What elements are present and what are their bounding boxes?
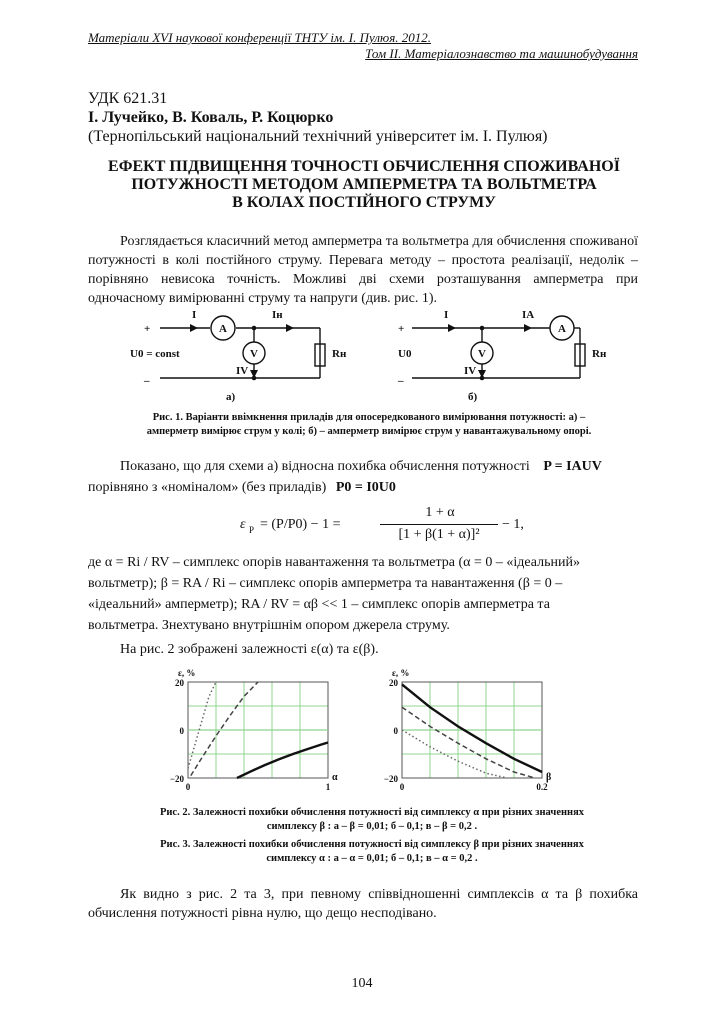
current-label: I (192, 309, 197, 321)
voltmeter-label: V (250, 348, 258, 360)
y-axis-label: ε, % (178, 668, 196, 678)
ammeter-label: A (219, 323, 227, 335)
paper-title (84, 158, 644, 212)
error-formula (240, 505, 524, 547)
caption-line: симплексу α : а – α = 0,01; б – 0,1; в – α = 0,2 . (266, 853, 478, 864)
circuit-a-label: а) (226, 391, 236, 403)
text-line: вольтметра. Знехтувано внутрішнім опором джерела струму. (88, 618, 450, 633)
title-line: ПОТУЖНОСТІ МЕТОДОМ АМПЕРМЕТРА ТА ВОЛЬТМЕТРА (131, 176, 597, 193)
caption-line: Рис. 1. Варіанти ввімкнення приладів для опосередкованого вимірювання потужності: а) – (152, 412, 586, 423)
power-formula: P = IAUV (543, 459, 602, 474)
text-line: «ідеальний» амперметр); RA / RV = αβ << 1 – симплекс опорів амперметра та (88, 597, 550, 612)
page-number: 104 (351, 976, 373, 991)
definitions-paragraph (88, 552, 638, 636)
intro-paragraph: Розглядається класичний метод амперметра та вольтметра для обчислення споживаної потужності в колі постійного струму. Перевага методу – простота реалізації, недолік – порівняно невисока точність. Можливі дві схеми розташування амперметра при одночасному вимірюванні струму та напруги (див. рис. 1). (88, 234, 638, 306)
y-tick-label: −20 (169, 774, 184, 784)
x-tick-label: 1 (325, 782, 331, 792)
voltmeter-label: V (478, 348, 486, 360)
y-tick-label: 0 (393, 726, 398, 736)
x-axis-label: α (332, 772, 338, 783)
series-line-solid (237, 743, 328, 779)
circuit-b-label: б) (468, 391, 478, 403)
ammeter-label: A (558, 323, 566, 335)
formula-denominator: [1 + β(1 + α)]² (398, 527, 480, 542)
caption-line: Рис. 3. Залежності похибки обчислення потужності від симплексу β при різних значеннях (160, 839, 584, 850)
source-voltage-label: U0 = const (130, 348, 180, 360)
formula-middle: = (P/P0) − 1 = (260, 517, 341, 532)
nominal-power-formula: P0 = I0U0 (335, 480, 396, 495)
udk-code: УДК 621.31 (88, 90, 168, 107)
y-tick-label: 20 (175, 678, 184, 688)
series-line-dashed (191, 682, 258, 776)
conclusion-paragraph: Як видно з рис. 2 та 3, при певному співвідношенні симплексів α та β похибка обчислення потужності рівна нулю, що дещо несподівано. (88, 887, 638, 921)
plus-terminal: + (144, 323, 151, 335)
plus-terminal: + (398, 323, 405, 335)
caption-line: Рис. 2. Залежності похибки обчислення потужності від симплексу α при різних значеннях (159, 807, 585, 818)
text-line: вольтметр); β = RA / Rі – симплекс опорів амперметра та навантаження (β = 0 – (88, 576, 563, 591)
figure-2-caption (112, 806, 632, 834)
authors: І. Лучейко, В. Коваль, Р. Коцюрко (88, 109, 334, 126)
load-current-label: Iн (272, 309, 283, 321)
minus-terminal: – (398, 375, 404, 387)
text: Показано, що для схеми а) відносна похибка обчислення потужності (120, 459, 530, 474)
conference-header: Матеріали XVI наукової конференції ТНТУ ім. І. Пулюя. 2012. (88, 30, 432, 45)
load-resistor-label: Rн (332, 348, 347, 360)
affiliation: (Тернопільський національний технічний університет ім. І. Пулюя) (88, 128, 548, 145)
y-axis-label: ε, % (392, 668, 410, 678)
y-tick-label: −20 (383, 774, 398, 784)
figure-3-caption (112, 838, 632, 866)
circuit-diagram (130, 300, 610, 410)
x-tick-label: 0 (399, 782, 405, 792)
source-voltage-label: U0 (398, 348, 412, 360)
plots-intro: На рис. 2 зображені залежності ε(α) та ε(β). (120, 642, 379, 657)
load-resistor-label: Rн (592, 348, 607, 360)
current-label: I (444, 309, 449, 321)
y-tick-label: 0 (179, 726, 184, 736)
formula-numerator: 1 + α (425, 505, 455, 520)
result-paragraph (88, 457, 638, 476)
minus-terminal: – (144, 375, 150, 387)
caption-line: амперметр вимірює струм у колі; б) – амперметр вимірює струм у навантажувальному опорі. (146, 426, 592, 437)
epsilon-sub: P (249, 525, 255, 535)
x-tick-label: 0.2 (536, 782, 548, 792)
caption-line: симплексу β : а – β = 0,01; б – 0,1; в – β = 0,2 . (266, 821, 478, 832)
text: порівняно з «номіналом» (без приладів) (88, 480, 327, 495)
epsilon-symbol: ε (240, 517, 246, 532)
series-line-dotted (188, 682, 216, 768)
volume-header: Том ІІ. Матеріалознавство та машинобудування (365, 46, 638, 61)
formula-tail: − 1, (502, 517, 524, 532)
figure-1-caption (84, 411, 654, 439)
y-tick-label: 20 (389, 678, 398, 688)
title-line: В КОЛАХ ПОСТІЙНОГО СТРУМУ (232, 194, 496, 211)
x-axis-label: β (546, 772, 552, 783)
voltmeter-current-label: IV (464, 365, 477, 377)
text-line: де α = Rі / RV – симплекс опорів навантаження та вольтметра (α = 0 – «ідеальний» (88, 555, 580, 570)
series-line-dashed (402, 707, 535, 778)
title-line: ЕФЕКТ ПІДВИЩЕННЯ ТОЧНОСТІ ОБЧИСЛЕННЯ СПОЖИВАНОЇ (108, 158, 620, 175)
series-line-solid (402, 684, 542, 772)
voltmeter-current-label: IV (236, 365, 249, 377)
error-charts (150, 662, 570, 802)
ammeter-current-label: IA (522, 309, 535, 321)
result-paragraph-2 (88, 478, 638, 497)
x-tick-label: 0 (185, 782, 191, 792)
